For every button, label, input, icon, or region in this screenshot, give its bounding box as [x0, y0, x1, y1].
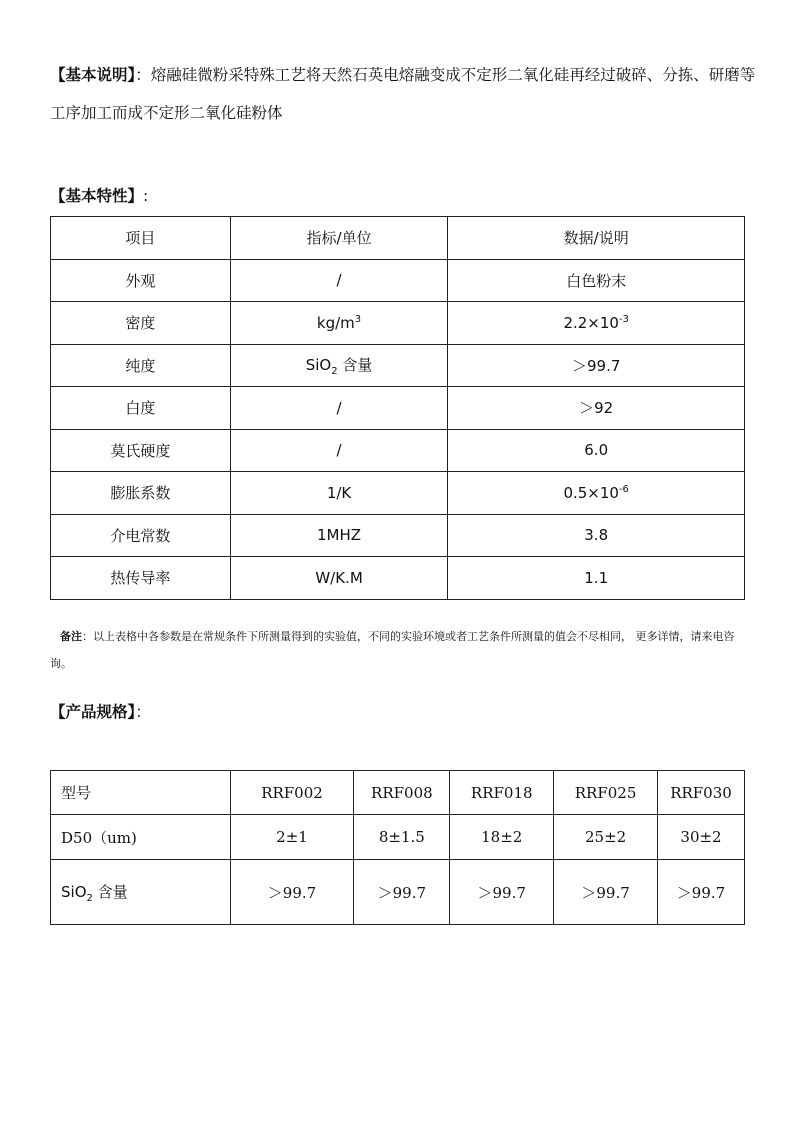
- model-cell: RRF008: [354, 771, 450, 815]
- row-item: 热传导率: [51, 557, 231, 600]
- value-sup: -6: [618, 483, 629, 495]
- sio2-cell: ＞99.7: [450, 860, 554, 925]
- properties-table: [50, 216, 745, 600]
- sio2-cell: ＞99.7: [230, 860, 354, 925]
- row-item: 纯度: [51, 344, 231, 387]
- value-sup: -3: [618, 313, 629, 325]
- intro-paragraph: [50, 56, 756, 132]
- sio2-cell: ＞99.7: [354, 860, 450, 925]
- model-label: 型号: [51, 771, 231, 815]
- model-cell: RRF018: [450, 771, 554, 815]
- table-row: [51, 514, 745, 557]
- row-item: 外观: [51, 259, 231, 302]
- row-unit: /: [230, 259, 448, 302]
- row-unit: [230, 302, 448, 345]
- row-unit: /: [230, 429, 448, 472]
- sio2-label-main: SiO: [61, 882, 87, 901]
- sio2-cell: ＞99.7: [554, 860, 658, 925]
- row-item: 膨胀系数: [51, 472, 231, 515]
- row-value: [448, 302, 745, 345]
- intro-text: ：熔融硅微粉采特殊工艺将天然石英电熔融变成不定形二氧化硅再经过破碎、分拣、研磨等工序加工而成不定形二氧化硅粉体: [50, 66, 756, 122]
- properties-title: [50, 184, 148, 206]
- table-row: [51, 302, 745, 345]
- properties-title-label: 【基本特性】: [50, 187, 144, 205]
- header-value: 数据/说明: [448, 217, 745, 260]
- row-item: 莫氏硬度: [51, 429, 231, 472]
- note-label: 备注: [60, 630, 82, 643]
- header-unit: 指标/单位: [230, 217, 448, 260]
- note-text: ：以上表格中各参数是在常规条件下所测量得到的实验值，不同的实验环境或者工艺条件所测量的值会不尽相同， 更多详情，请来电咨询。: [50, 630, 735, 670]
- unit-sub: 2: [331, 365, 338, 377]
- row-item: 白度: [51, 387, 231, 430]
- row-value: [448, 472, 745, 515]
- value-text: 2.2×10: [563, 313, 619, 332]
- table-row: [51, 771, 745, 815]
- table-row: [51, 429, 745, 472]
- sio2-label-tail: 含量: [92, 882, 128, 901]
- row-unit: W/K.M: [230, 557, 448, 600]
- row-value: ＞92: [448, 387, 745, 430]
- table-row: [51, 387, 745, 430]
- model-cell: RRF002: [230, 771, 354, 815]
- row-value: ＞99.7: [448, 344, 745, 387]
- row-value: 白色粉末: [448, 259, 745, 302]
- specs-title-label: 【产品规格】: [50, 703, 136, 721]
- row-item: 密度: [51, 302, 231, 345]
- row-item: 介电常数: [51, 514, 231, 557]
- model-cell: RRF025: [554, 771, 658, 815]
- table-row: [51, 344, 745, 387]
- unit-tail: 含量: [337, 355, 373, 374]
- row-unit: /: [230, 387, 448, 430]
- table-note: [50, 623, 750, 677]
- d50-cell: 18±2: [450, 815, 554, 860]
- specs-title: [50, 700, 151, 722]
- value-text: 0.5×10: [563, 483, 619, 502]
- table-row: [51, 557, 745, 600]
- row-unit: 1MHZ: [230, 514, 448, 557]
- sio2-label: [51, 860, 231, 925]
- model-cell: RRF030: [658, 771, 745, 815]
- specs-table: [50, 770, 745, 925]
- row-value: 3.8: [448, 514, 745, 557]
- intro-label: 【基本说明】: [50, 66, 136, 84]
- table-row: [51, 815, 745, 860]
- row-unit: 1/K: [230, 472, 448, 515]
- table-header-row: [51, 217, 745, 260]
- table-row: [51, 472, 745, 515]
- table-row: [51, 259, 745, 302]
- table-row: [51, 860, 745, 925]
- row-value: 6.0: [448, 429, 745, 472]
- d50-cell: 8±1.5: [354, 815, 450, 860]
- d50-cell: 25±2: [554, 815, 658, 860]
- d50-cell: 30±2: [658, 815, 745, 860]
- unit-text: kg/m: [316, 313, 355, 332]
- sio2-cell: ＞99.7: [658, 860, 745, 925]
- row-unit: [230, 344, 448, 387]
- sio2-label-sub: 2: [86, 892, 93, 904]
- unit-text: SiO: [305, 355, 332, 374]
- d50-cell: 2±1: [230, 815, 354, 860]
- header-item: 项目: [51, 217, 231, 260]
- specs-title-suffix: ：: [135, 703, 151, 721]
- d50-label: D50（um): [51, 815, 231, 860]
- unit-sup: 3: [354, 313, 362, 325]
- row-value: 1.1: [448, 557, 745, 600]
- properties-title-suffix: :: [143, 187, 149, 205]
